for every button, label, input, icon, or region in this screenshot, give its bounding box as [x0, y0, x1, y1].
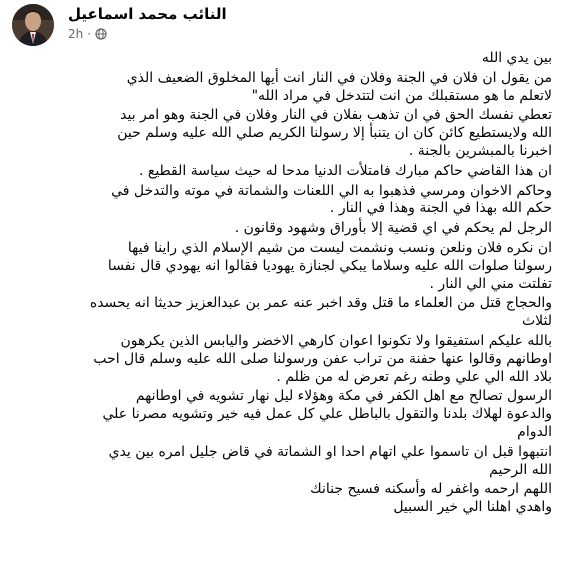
post-paragraph [10, 183, 552, 219]
separator-dot: · [87, 27, 92, 41]
post-text-line: اوطانهم وقالوا عنها حفنة من تراب عفن ورسولنا صلى الله عليه وسلم قال احب [93, 350, 552, 367]
post-paragraph [10, 295, 552, 331]
avatar[interactable] [12, 4, 54, 46]
post-text-line: الدوام [517, 423, 552, 440]
post-text-line: اخبرنا بالمبشرين بالجنة . [408, 142, 552, 159]
post-text-line: واهدي اهلنا الي خير السبيل [393, 499, 552, 516]
post-text-line: رسولنا صلوات الله عليه وسلاما يبكي لجنازة يهوديا فقالوا انه يهودي قال نفسا [107, 257, 552, 274]
author-name[interactable]: النائب محمد اسماعيل [68, 5, 227, 23]
post-text-line: الرسول تصالح مع اهل الكفر في مكة وهؤلاء ليل نهار تشويه في اوطانهم [135, 388, 552, 405]
post-time[interactable]: 2h [68, 27, 84, 41]
globe-icon[interactable] [95, 28, 107, 40]
post-text-line: لاتعلم ما هو مستقبلك من انت لتتدخل في مراد الله" [251, 87, 552, 104]
post-text [10, 50, 552, 519]
post-meta [68, 26, 107, 42]
post-paragraph [10, 220, 552, 238]
post-text-line: الله الرحيم [489, 461, 552, 478]
post-text-line: لثلاث [521, 313, 552, 330]
post-paragraph [10, 333, 552, 386]
post-paragraph [10, 163, 552, 181]
post-text-line: والدعوة لهلاك بلدنا والتقول بالباطل علي كل عمل فيه خير وتشويه مصرنا علي [102, 406, 552, 423]
post-paragraph [10, 481, 552, 517]
post-text-line: من يقول ان فلان في الجنة وفلان في النار انت أيها المخلوق الضعيف الذي [126, 69, 552, 86]
post-paragraph [10, 70, 552, 106]
post-paragraph [10, 388, 552, 441]
post-text-line: تعطي نفسك الحق في ان تذهب بفلان في النار وفلان في الجنة وهو امر بيد [120, 107, 552, 124]
post-text-line: الرجل لم يحكم في اي قضية إلا بأوراق وشهود وقانون . [234, 220, 552, 237]
post-text-line: تفلتت مني الي النار . [429, 275, 552, 292]
post-text-line: والحجاج قتل من العلماء ما قتل وقد اخبر عنه عمر بن عبدالعزيز حديثا انه يحسده [89, 295, 552, 312]
author-photo [12, 4, 54, 46]
post-text-line: ان نكره فلان ونلعن ونسب ونشمت ليست من شيم الإسلام الذي راينا فيها [127, 239, 552, 256]
post-header [0, 0, 564, 48]
post-text-line: حكم الله بهذا في الجنة وهذا في النار . [329, 200, 552, 217]
post-text-line: بلاد الله الي علي وطنه رغم تعرض له من ظلم . [276, 368, 552, 385]
post-paragraph [10, 107, 552, 160]
post-text-line: بالله عليكم استفيقوا ولا تكونوا اعوان كارهي الاخضر واليابس الذين يكرهون [120, 332, 552, 349]
post-paragraph [10, 240, 552, 293]
post-text-line: بين يدي الله [481, 50, 552, 66]
post-text-line: انتبهوا قبل ان تاسموا علي اتهام احدا او الشماتة في قاض جليل امره بين يدي [108, 443, 552, 460]
post-paragraph [10, 444, 552, 480]
post-paragraph [10, 50, 552, 68]
post-text-line: ان هذا القاضي حاكم مبارك فامتلأت الدنيا مدحا له حيث سياسة القطيع . [138, 162, 552, 179]
post-text-line: وحاكم الاخوان ومرسي فذهبوا به الي اللعنات والشماتة في موته والتدخل في [111, 182, 552, 199]
post-text-line: اللهم ارحمه واغفر له وأسكنه فسيح جنانك [310, 481, 552, 498]
post-text-line: الله ولايستطيع كائن كان ان يتنبأ إلا رسولنا الكريم صلي الله عليه وسلم حين [117, 125, 552, 142]
